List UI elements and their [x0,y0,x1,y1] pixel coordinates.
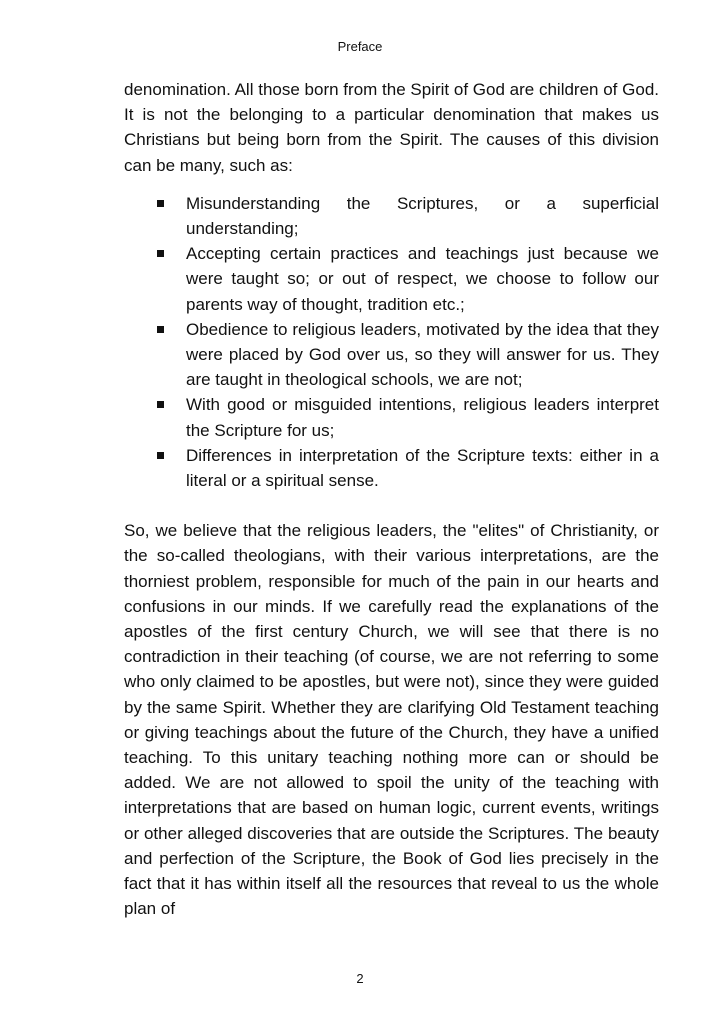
list-item [124,317,659,393]
paragraph-intro: denomination. All those born from the Spirit of God are children of God. It is not the belonging to a particular denomination that makes us Christians but being born from the Spirit. The causes of this division can be many, such as: [124,80,659,175]
list-item [124,191,659,241]
list-item-text: Accepting certain practices and teachings just because we were taught so; or out of respect, we choose to follow our parents way of thought, tradition etc.; [186,244,659,314]
square-bullet-icon [157,326,164,333]
page-number: 2 [356,971,364,986]
list-item-text: Differences in interpretation of the Scripture texts: either in a literal or a spiritual sense. [186,445,659,491]
list-item [124,443,659,493]
paragraph-main: So, we believe that the religious leaders, the "elites" of Christianity, or the so-called theologians, with their various interpretations, are the thorniest problem, responsible for much of the pain in our hearts and confusions in our minds. If we carefully read the explanations of the apostles of the first century Church, we will see that there is no contradiction in their teaching (of course, we are not referring to some who only claimed to be apostles, but were not), since they were guided by the same Spirit. Whether they are clarifying Old Testament teaching or giving teachings about the future of the Church, they have a unified teaching. To this unitary teaching nothing more can or should be added. We are not allowed to spoil the unity of the teaching with interpretations that are based on human logic, current events, writings or other alleged discoveries that are outside the Scriptures. The beauty and perfection of the Scripture, the Book of God lies precisely in the fact that it has within itself all the resources that reveal to us the whole plan of [124,521,659,919]
square-bullet-icon [157,452,164,459]
list-item-text: Misunderstanding the Scriptures, or a superficial understanding; [186,193,659,239]
list-item [124,392,659,442]
list-item [124,241,659,317]
page-body [124,77,659,922]
running-header: Preface [337,39,383,54]
square-bullet-icon [157,401,164,408]
list-item-text: With good or misguided intentions, religious leaders interpret the Scripture for us; [186,395,659,440]
square-bullet-icon [157,250,164,257]
causes-list [124,191,659,493]
square-bullet-icon [157,200,164,207]
list-item-text: Obedience to religious leaders, motivated by the idea that they were placed by God over us, so they will answer for us. They are taught in theological schools, we are not; [186,319,659,390]
